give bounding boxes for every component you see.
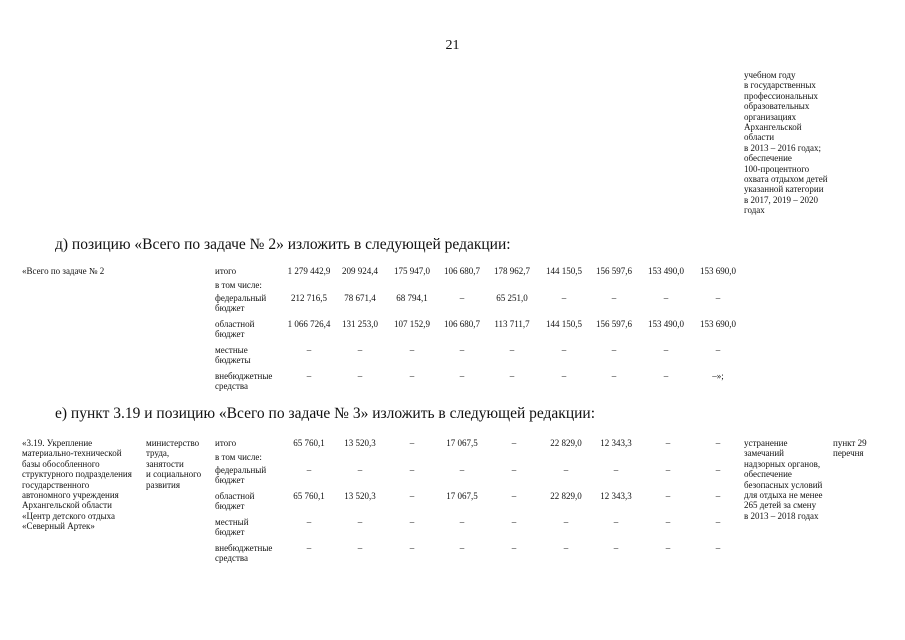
amount-cell: 209 924,4 <box>342 266 378 276</box>
amount-cell: – <box>511 465 517 475</box>
carryover-line: в 2017, 2019 – 2020 <box>744 194 818 205</box>
amount-cell: – <box>663 371 669 381</box>
activity-label-line: базы обособленного <box>22 458 100 469</box>
amount-cell: – <box>561 293 567 303</box>
amount-cell: 22 829,0 <box>550 438 582 448</box>
source-label <box>215 293 266 314</box>
source-label-line: бюджет <box>215 329 245 340</box>
amount-cell: 144 150,5 <box>546 319 582 329</box>
activity-label-line: автономного учреждения <box>22 490 119 501</box>
source-label-line: итого <box>215 438 237 448</box>
source-label-line: бюджет <box>215 303 245 314</box>
amount-cell: 65 760,1 <box>293 438 325 448</box>
carryover-line: области <box>744 132 775 143</box>
source-label <box>215 371 272 392</box>
amount-cell: – <box>409 371 415 381</box>
amount-cell: – <box>563 465 569 475</box>
carryover-line: обеспечение <box>744 153 792 164</box>
source-label-line: средства <box>215 381 249 392</box>
activity-label-line: «3.19. Укрепление <box>22 438 93 448</box>
section-e-result <box>744 438 822 521</box>
amount-cell: 212 716,5 <box>291 293 327 303</box>
carryover-line: годах <box>744 205 765 216</box>
page-number: 21 <box>445 38 460 53</box>
source-label <box>215 452 262 462</box>
section-e-heading: е) пункт 3.19 и позицию «Всего по задаче № 3» изложить в следующей редакции: <box>55 405 596 422</box>
source-label-line: областной <box>215 491 255 501</box>
amount-cell: – <box>715 293 721 303</box>
amount-cell: – <box>357 543 363 553</box>
source-label-line: бюджеты <box>215 355 251 366</box>
executor-line: труда, <box>146 448 170 459</box>
amount-cell: – <box>459 465 465 475</box>
amount-cell: – <box>409 438 415 448</box>
amount-cell: 17 067,5 <box>446 491 478 501</box>
source-label-line: местный <box>215 517 249 527</box>
amount-cell: – <box>715 491 721 501</box>
amount-cell: 12 343,3 <box>600 438 632 448</box>
amount-cell: 153 490,0 <box>648 319 684 329</box>
result-line: надзорных органов, <box>744 458 821 469</box>
amount-cell: 156 597,6 <box>596 266 632 276</box>
amount-cell: – <box>409 517 415 527</box>
activity-label-line: Архангельской области <box>22 500 112 511</box>
amount-cell: – <box>563 517 569 527</box>
amount-cell: – <box>459 543 465 553</box>
section-e-reference <box>833 438 867 459</box>
amount-cell: – <box>409 465 415 475</box>
amount-cell: – <box>306 517 312 527</box>
source-label-line: внебюджетные <box>215 543 273 553</box>
carryover-line: охвата отдыхом детей <box>744 174 828 185</box>
amount-cell: 68 794,1 <box>396 293 428 303</box>
activity-label-line: материально-технической <box>22 448 122 459</box>
carryover-line: в 2013 – 2016 годах; <box>744 142 822 153</box>
reference-line: пункт 29 <box>833 438 867 448</box>
amount-cell: – <box>611 371 617 381</box>
executor-line: и социального <box>146 469 202 480</box>
source-label <box>215 280 262 290</box>
amount-cell: – <box>306 465 312 475</box>
amount-cell: – <box>715 438 721 448</box>
amount-cell: – <box>665 438 671 448</box>
amount-cell: – <box>509 371 515 381</box>
amount-cell: – <box>663 293 669 303</box>
amount-cell: 156 597,6 <box>596 319 632 329</box>
source-label <box>215 465 266 486</box>
section-d-task-label: «Всего по задаче № 2 <box>22 266 105 276</box>
executor-line: развития <box>146 479 181 490</box>
amount-cell: – <box>511 491 517 501</box>
carryover-line: профессиональных <box>744 90 819 101</box>
source-label-line: федеральный <box>215 465 267 475</box>
result-line: безопасных условий <box>744 479 823 490</box>
result-line: для отдыха не менее <box>744 490 823 501</box>
amount-cell: 1 279 442,9 <box>287 266 331 276</box>
source-label <box>215 345 251 366</box>
amount-cell: – <box>459 293 465 303</box>
amount-cell: 175 947,0 <box>394 266 430 276</box>
section-d-heading: д) позицию «Всего по задаче № 2» изложить в следующей редакции: <box>55 236 511 253</box>
amount-cell: 178 962,7 <box>494 266 530 276</box>
amount-cell: 65 760,1 <box>293 491 325 501</box>
amount-cell: – <box>613 517 619 527</box>
amount-cell: – <box>357 345 363 355</box>
amount-cell: – <box>663 345 669 355</box>
source-label-line: бюджет <box>215 475 245 486</box>
executor-line: министерство <box>146 438 200 448</box>
amount-cell: – <box>665 543 671 553</box>
result-line: устранение <box>744 438 788 448</box>
source-label-line: средства <box>215 553 249 564</box>
source-label-line: итого <box>215 266 237 276</box>
amount-cell: –»; <box>712 371 724 381</box>
source-label-line: местные <box>215 345 248 355</box>
source-label <box>215 438 236 448</box>
amount-cell: 13 520,3 <box>344 438 376 448</box>
amount-cell: 13 520,3 <box>344 491 376 501</box>
carryover-line: Архангельской <box>744 122 802 133</box>
amount-cell: 153 690,0 <box>700 319 736 329</box>
amount-cell: 106 680,7 <box>444 266 480 276</box>
carryover-text <box>744 70 894 216</box>
source-label-line: областной <box>215 319 255 329</box>
result-line: обеспечение <box>744 469 792 480</box>
amount-cell: – <box>459 371 465 381</box>
amount-cell: 17 067,5 <box>446 438 478 448</box>
activity-label-line: структурного подразделения <box>22 469 132 480</box>
source-label-line: бюджет <box>215 501 245 512</box>
amount-cell: 153 690,0 <box>700 266 736 276</box>
source-label <box>215 319 254 340</box>
activity-label-line: государственного <box>22 479 90 490</box>
amount-cell: – <box>563 543 569 553</box>
amount-cell: 144 150,5 <box>546 266 582 276</box>
activity-label-line: «Центр детского отдыха <box>22 510 116 521</box>
source-label <box>215 543 272 564</box>
source-label-line: федеральный <box>215 293 267 303</box>
amount-cell: – <box>357 517 363 527</box>
amount-cell: 131 253,0 <box>342 319 378 329</box>
amount-cell: – <box>561 371 567 381</box>
amount-cell: – <box>611 345 617 355</box>
section-e-activity-label <box>22 438 132 532</box>
amount-cell: – <box>665 491 671 501</box>
amount-cell: – <box>613 543 619 553</box>
amount-cell: – <box>409 345 415 355</box>
amount-cell: 78 671,4 <box>344 293 376 303</box>
carryover-line: образовательных <box>744 101 810 112</box>
amount-cell: 22 829,0 <box>550 491 582 501</box>
amount-cell: 107 152,9 <box>394 319 430 329</box>
amount-cell: – <box>459 345 465 355</box>
amount-cell: – <box>357 371 363 381</box>
source-label-line: в том числе: <box>215 280 262 290</box>
result-line: 265 детей за смену <box>744 500 817 511</box>
amount-cell: – <box>665 517 671 527</box>
source-label <box>215 266 236 276</box>
source-label <box>215 491 254 512</box>
section-e-executor <box>146 438 201 490</box>
amount-cell: 1 066 726,4 <box>287 319 331 329</box>
amount-cell: – <box>357 465 363 475</box>
source-label-line: бюджет <box>215 527 245 538</box>
amount-cell: 106 680,7 <box>444 319 480 329</box>
amount-cell: – <box>511 543 517 553</box>
amount-cell: – <box>409 491 415 501</box>
source-label-line: в том числе: <box>215 452 262 462</box>
amount-cell: – <box>511 438 517 448</box>
carryover-line: в государственных <box>744 80 816 91</box>
activity-label-line: «Северный Артек» <box>22 521 95 532</box>
source-label-line: внебюджетные <box>215 371 273 381</box>
result-line: в 2013 – 2018 годах <box>744 510 819 521</box>
amount-cell: – <box>459 517 465 527</box>
amount-cell: – <box>613 465 619 475</box>
amount-cell: – <box>509 345 515 355</box>
carryover-line: указанной категории <box>744 184 824 195</box>
amount-cell: – <box>511 517 517 527</box>
amount-cell: – <box>306 345 312 355</box>
amount-cell: – <box>715 465 721 475</box>
carryover-line: 100-процентного <box>744 163 810 174</box>
executor-line: занятости <box>146 458 184 469</box>
carryover-line: организациях <box>744 111 797 122</box>
amount-cell: – <box>306 543 312 553</box>
amount-cell: – <box>715 543 721 553</box>
amount-cell: 12 343,3 <box>600 491 632 501</box>
amount-cell: – <box>306 371 312 381</box>
amount-cell: – <box>409 543 415 553</box>
amount-cell: 65 251,0 <box>496 293 528 303</box>
source-label <box>215 517 249 538</box>
amount-cell: 113 711,7 <box>494 319 530 329</box>
reference-line: перечня <box>833 448 864 459</box>
amount-cell: 153 490,0 <box>648 266 684 276</box>
result-line: замечаний <box>744 448 784 459</box>
amount-cell: – <box>665 465 671 475</box>
amount-cell: – <box>611 293 617 303</box>
carryover-line: учебном году <box>744 70 796 80</box>
amount-cell: – <box>561 345 567 355</box>
amount-cell: – <box>715 517 721 527</box>
amount-cell: – <box>715 345 721 355</box>
